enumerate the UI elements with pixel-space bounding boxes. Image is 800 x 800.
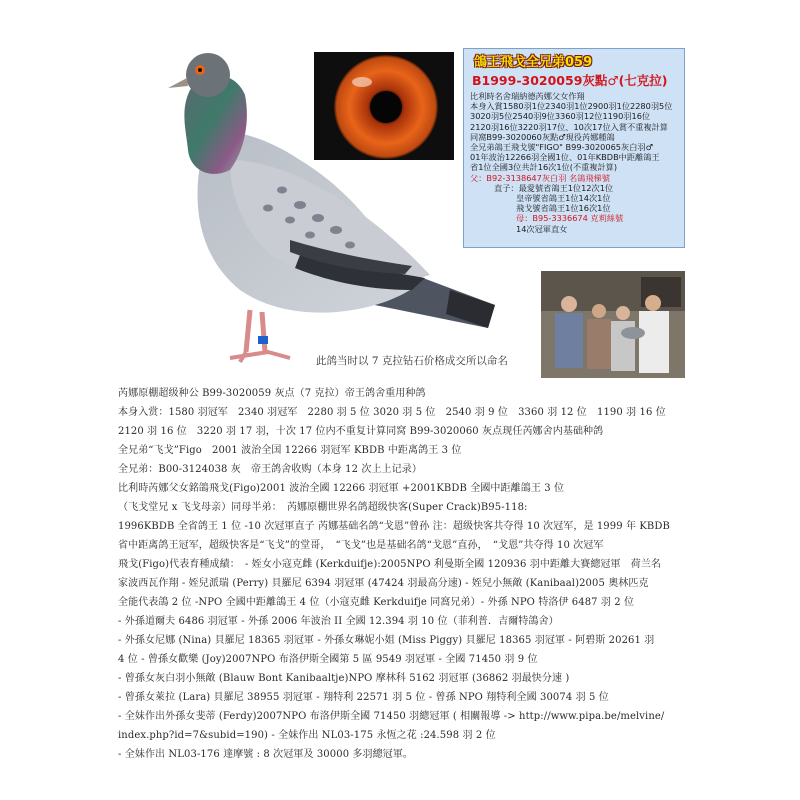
body-line: - 外孫道爾夫 6486 羽冠軍 - 外孫 2006 年波治 II 全國 12.394 羽 10 位（菲利普．吉爾特鴿舍）	[118, 616, 559, 627]
info-line: 3020羽5位2540羽9位3360羽12位1190羽16位	[470, 111, 651, 122]
body-line: 全兄弟：B00-3124038 灰 帝王鸽舍收购（本身 12 次上上记录）	[118, 464, 422, 475]
info-line: 本身入賞1580羽1位2340羽1位2900羽1位2280羽5位	[470, 101, 673, 112]
body-line: - 全妹作出外孫女斐蒂 (Ferdy)2007NPO 布洛伊斯全國 71450 羽總冠軍 ( 相關報導 -> http://www.pipa.be/melvine/	[118, 711, 665, 722]
info-line: 飛戈號省鴿王1位16次1位	[516, 203, 611, 214]
body-line: 全能代表鴿 2 位 -NPO 全國中距離鴿王 4 位（小寇克雌 Kerkduifje 同窩兄弟）- 外孫 NPO 特洛伊 6487 羽 2 位	[118, 597, 635, 608]
description-text	[118, 384, 688, 764]
ring-number: B1999-3020059灰點♂(七克拉)	[472, 73, 668, 88]
eye-photo	[314, 52, 454, 160]
photo-caption: 此鸽当时以 7 克拉钻石价格成交所以命名	[316, 355, 508, 367]
info-line: 01年波治12266羽全國1位、01年KBDB中距離鴿王	[470, 152, 660, 163]
body-line: 本身入赏：1580 羽冠军 2340 羽冠军 2280 羽 5 位 3020 羽 5 位 2540 羽 9 位 3360 羽 12 位 1190 羽 16 位	[118, 407, 666, 418]
info-line: 2120羽16位3220羽17位、10次17位入賞不重複計算	[470, 121, 668, 132]
info-line: 直子：最愛號省鴿王1位12次1位	[494, 182, 614, 193]
info-line: 比利時名舍瑞納德芮娜父女作翔	[470, 91, 585, 101]
body-line: - 外孫女尼娜 (Nina) 貝羅尼 18365 羽冠軍 - 外孫女琳妮小姐 (Miss Piggy) 貝羅尼 18365 羽冠軍 - 阿碧斯 20261 羽	[118, 635, 655, 646]
body-line: - 曾孫女灰白羽小無敵 (Blauw Bont Kanibaaltje)NPO 摩林科 5162 羽冠軍 (36862 羽最快分速 )	[118, 673, 570, 684]
body-line: 1996KBDB 全省鸽王 1 位 -10 次冠軍直子 芮娜基础名鸽“戈恩”曾孙 注：超级快客共夺得 10 次冠军，是 1999 年 KBDB	[118, 521, 670, 532]
info-line: 全兄弟鴿王飛戈號"FIGO" B99-3020065灰白羽♂	[470, 142, 653, 153]
info-line: 母：B95-3336674 克莉絲號	[516, 213, 624, 224]
body-line: 4 位 - 曾孫女歡樂 (Joy)2007NPO 布洛伊斯全國第 5 區 9549 羽冠軍 - 全國 71450 羽 9 位	[118, 654, 538, 665]
body-line: 2120 羽 16 位 3220 羽 17 羽，十次 17 位内不重复计算同窝 B99-3020060 灰点现任芮娜舍内基础种鸽	[118, 426, 604, 437]
body-line: index.php?id=7&subid=190) - 全妹作出 NL03-175 永恆之花 :24.598 羽 2 位	[118, 730, 496, 741]
group-photo	[541, 271, 685, 378]
info-line: 父：B92-3138647灰白羽 名鴿飛梯號	[470, 172, 610, 183]
body-line: 省中距离鸽王冠军，超级快客是“飞戈”的堂哥， “飞戈”也是基础名鸽“戈恩”直孙， “戈恩”共夺得 10 次冠军	[118, 540, 604, 551]
body-line: 芮娜原棚超级种公 B99-3020059 灰点（7 克拉）帝王鸽舍重用种鸽	[118, 388, 426, 399]
body-line: - 全妹作出 NL03-176 達摩號 : 8 次冠軍及 30000 多羽總冠軍。	[118, 749, 414, 760]
body-line: 全兄弟“飞戈”Figo 2001 波治全国 12266 羽冠军 KBDB 中距离鸽王 3 位	[118, 445, 462, 456]
body-line: - 曾孫女萊拉 (Lara) 貝羅尼 38955 羽冠軍 - 翔特利 22571 羽 5 位 - 曾孫 NPO 翔特利全國 30074 羽 5 位	[118, 692, 609, 703]
info-title: 鴿王飛戈全兄弟059	[474, 55, 593, 70]
body-line: 比利時芮娜父女銘鴿飛戈(Figo)2001 波治全國 12266 羽冠軍 +2001KBDB 全國中距離鴿王 3 位	[118, 483, 565, 494]
pedigree-info-box	[463, 48, 685, 248]
body-line: 家波西瓦作翔 - 姪兒派瑞 (Perry) 貝羅尼 6394 羽冠軍 (47424 羽最高分速) - 姪兒小無敵 (Kanibaal)2005 奧林匹克	[118, 578, 649, 589]
info-line: 皇帝號省鴿王1位14次1位	[516, 193, 611, 204]
info-line: 14次冠軍直女	[516, 223, 568, 234]
info-lines	[470, 91, 680, 234]
info-line: 同窩B99-3020060灰點♂現役芮娜種鴿	[470, 131, 615, 142]
body-line: （飞戈堂兄 x 飞戈母亲）同母半弟： 芮娜原棚世界名鸽超级快客(Super Crack)B95-118:	[118, 502, 528, 513]
body-line: 飛戈(Figo)代表育種成績： - 姪女小寇克雌 (Kerkduifje):2005NPO 利曼斯全國 120936 羽中距離大賽總冠軍 荷兰名	[118, 559, 662, 570]
info-line: 省1位全國3位共計16次1位(不重複計算)	[470, 162, 618, 173]
